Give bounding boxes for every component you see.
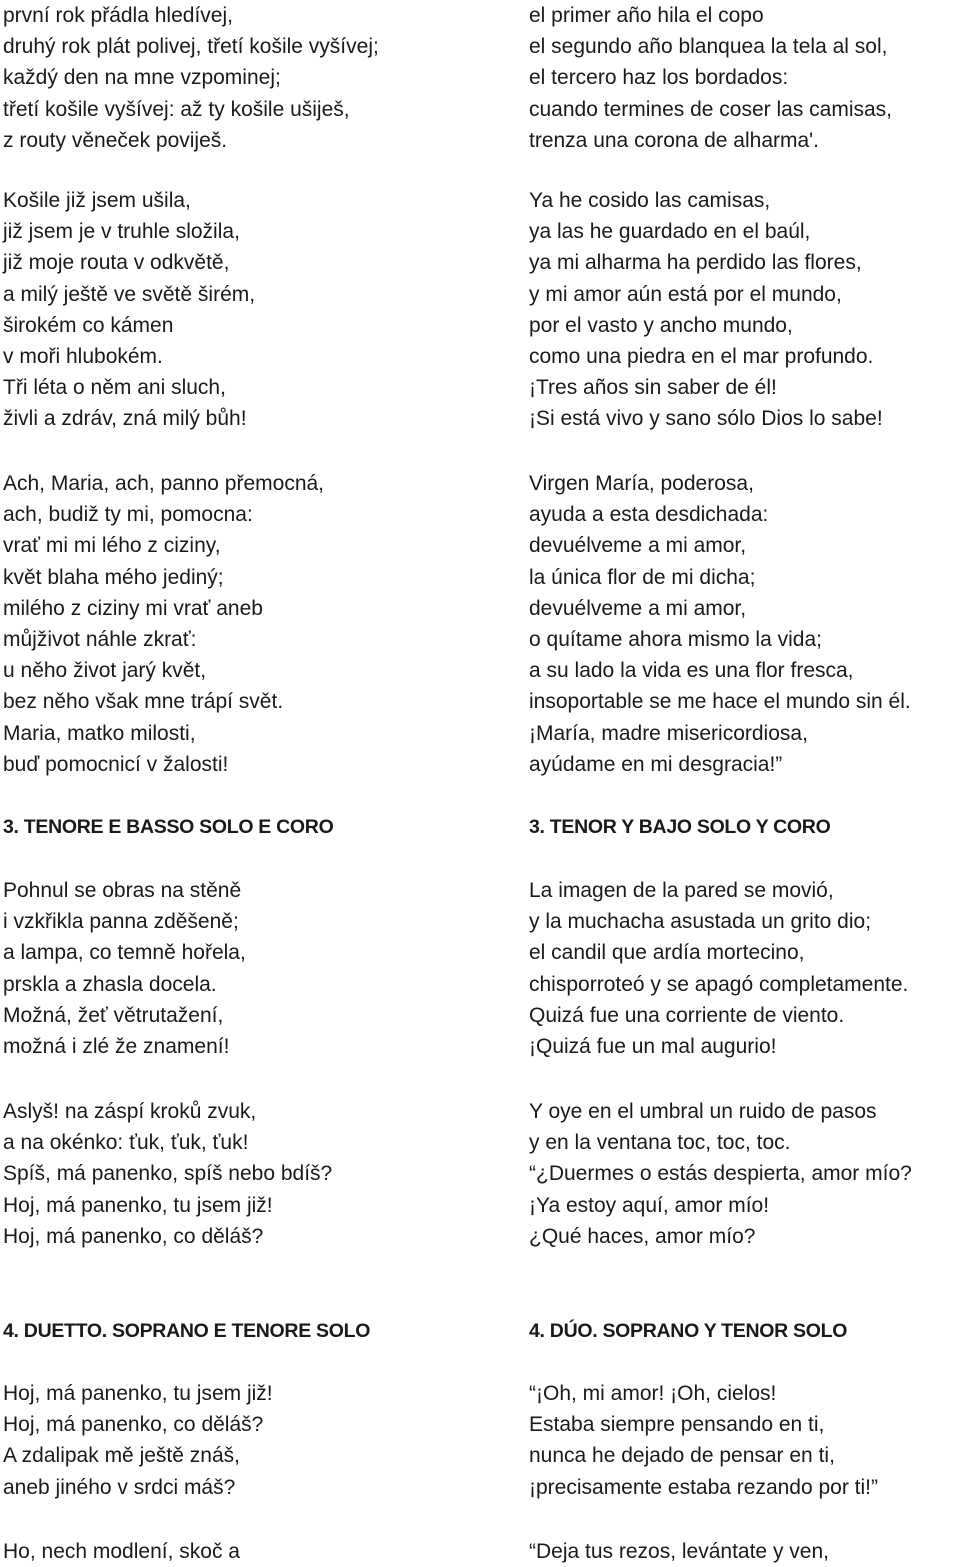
lyric-line: Hoj, má panenko, tu jsem již! [3,1382,273,1405]
lyric-line: Hoj, má panenko, tu jsem již! [3,1193,273,1217]
lyric-line: Ya he cosido las camisas, [529,189,771,212]
lyric-line: aneb jiného v srdci máš? [3,1475,236,1499]
lyric-line: vrať mi mi lého z ciziny, [3,534,221,558]
lyric-line: Košile již jsem ušila, [3,189,191,212]
lyric-line: y mi amor aún está por el mundo, [529,282,842,306]
lyric-line: ya mi alharma ha perdido las flores, [529,251,862,275]
lyric-line: por el vasto y ancho mundo, [529,313,793,337]
lyric-line: devuélveme a mi amor, [529,596,747,620]
section-heading: 4. DÚO. SOPRANO Y TENOR SOLO [529,1320,848,1342]
lyric-line: a milý ještě ve světě širém, [3,282,256,306]
lyric-line: v moři hlubokém. [3,345,163,368]
lyric-line: již moje routa v odkvětě, [3,251,230,275]
lyric-line: první rok přádla hledívej, [3,4,233,27]
lyric-line: ¡precisamente estaba rezando por ti!” [529,1475,879,1499]
lyric-line: “¡Oh, mi amor! ¡Oh, cielos! [529,1382,777,1405]
lyric-line: bez něho však mne trápí svět. [3,690,284,714]
lyric-line: i vzkřikla panna zděšeně; [3,910,239,934]
lyric-line: každý den na mne vzpominej; [3,66,281,90]
lyric-line: el primer año hila el copo [529,4,764,27]
lyric-line: Spíš, má panenko, spíš nebo bdíš? [3,1162,333,1186]
lyric-line: ¿Qué haces, amor mío? [529,1224,756,1248]
lyric-line: cuando termines de coser las camisas, [529,97,892,121]
lyric-line: “¿Duermes o estás despierta, amor mío? [529,1162,912,1186]
lyric-line: již jsem je v truhle složila, [3,220,240,244]
lyric-line: y la muchacha asustada un grito dio; [529,910,872,934]
lyric-line: ¡Ya estoy aquí, amor mío! [529,1193,770,1217]
lyric-line: Hoj, má panenko, co děláš? [3,1224,264,1248]
lyric-line: la única flor de mi dicha; [529,565,756,589]
lyric-line: živli a zdráv, zná milý bůh! [3,407,247,431]
lyric-line: devuélveme a mi amor, [529,534,747,558]
lyric-line: a na okénko: ťuk, ťuk, ťuk! [3,1131,249,1155]
lyric-line: buď pomocnicí v žalosti! [3,752,229,776]
lyric-line: ¡Si está vivo y sano sólo Dios lo sabe! [529,407,883,431]
lyric-line: druhý rok plát polivej, třetí košile vyšívej; [3,35,379,59]
section-heading: 4. DUETTO. SOPRANO E TENORE SOLO [3,1320,371,1342]
lyric-line: Možná, žeť větrutažení, [3,1003,224,1027]
lyric-line: ¡María, madre misericordiosa, [529,721,808,745]
lyric-line: ach, budiž ty mi, pomocna: [3,503,253,527]
lyric-line: trenza una corona de alharma'. [529,128,820,152]
lyric-line: insoportable se me hace el mundo sin él. [529,690,911,714]
lyric-line: el tercero haz los bordados: [529,66,789,90]
lyric-line: Maria, matko milosti, [3,721,196,745]
section-heading: 3. TENOR Y BAJO SOLO Y CORO [529,816,831,838]
lyric-line: Tři léta o něm ani sluch, [3,376,226,400]
lyric-line: a su lado la vida es una flor fresca, [529,659,854,683]
lyric-line: Virgen María, poderosa, [529,472,754,495]
lyric-line: y en la ventana toc, toc, toc. [529,1131,791,1155]
lyric-line: ¡Tres años sin saber de él! [529,376,777,400]
lyric-line: Quizá fue una corriente de viento. [529,1003,845,1027]
lyric-line: prskla a zhasla docela. [3,972,217,996]
lyric-line: ayúdame en mi desgracia!” [529,752,783,776]
lyric-line: u něho život jarý květ, [3,659,207,683]
lyric-line: z routy věneček poviješ. [3,128,228,152]
lyric-line: Aslyš! na záspí kroků zvuk, [3,1100,257,1123]
lyric-line: třetí košile vyšívej: až ty košile ušiješ, [3,97,350,121]
lyric-line: Ho, nech modlení, skoč a [3,1540,240,1563]
lyric-line: el segundo año blanquea la tela al sol, [529,35,888,59]
lyric-line: o quítame ahora mismo la vida; [529,628,822,651]
lyric-line: Pohnul se obras na stěně [3,879,242,902]
lyric-line: a lampa, co temně hořela, [3,941,246,965]
lyric-line: milého z ciziny mi vrať aneb [3,596,263,620]
lyric-line: Estaba siempre pensando en ti, [529,1413,825,1437]
lyric-line: La imagen de la pared se movió, [529,879,834,902]
lyric-line: Hoj, má panenko, co děláš? [3,1413,264,1437]
lyric-line: “Deja tus rezos, levántate y ven, [529,1540,829,1563]
lyric-line: ¡Quizá fue un mal augurio! [529,1035,777,1058]
lyric-line: ya las he guardado en el baúl, [529,220,811,244]
lyric-line: el candil que ardía mortecino, [529,941,805,965]
lyric-line: ayuda a esta desdichada: [529,503,769,527]
section-heading: 3. TENORE E BASSO SOLO E CORO [3,816,334,838]
lyric-line: Y oye en el umbral un ruido de pasos [529,1100,877,1123]
lyric-line: širokém co kámen [3,313,174,337]
lyric-line: květ blaha mého jediný; [3,565,224,589]
lyric-line: como una piedra en el mar profundo. [529,345,874,368]
lyric-line: chisporroteó y se apagó completamente. [529,972,909,996]
lyric-line: nunca he dejado de pensar en ti, [529,1444,835,1468]
lyric-line: A zdalipak mě ještě znáš, [3,1444,240,1468]
lyric-line: můjživot náhle zkrať: [3,628,197,651]
lyric-line: možná i zlé že znamení! [3,1035,230,1058]
lyric-line: Ach, Maria, ach, panno přemocná, [3,472,325,495]
